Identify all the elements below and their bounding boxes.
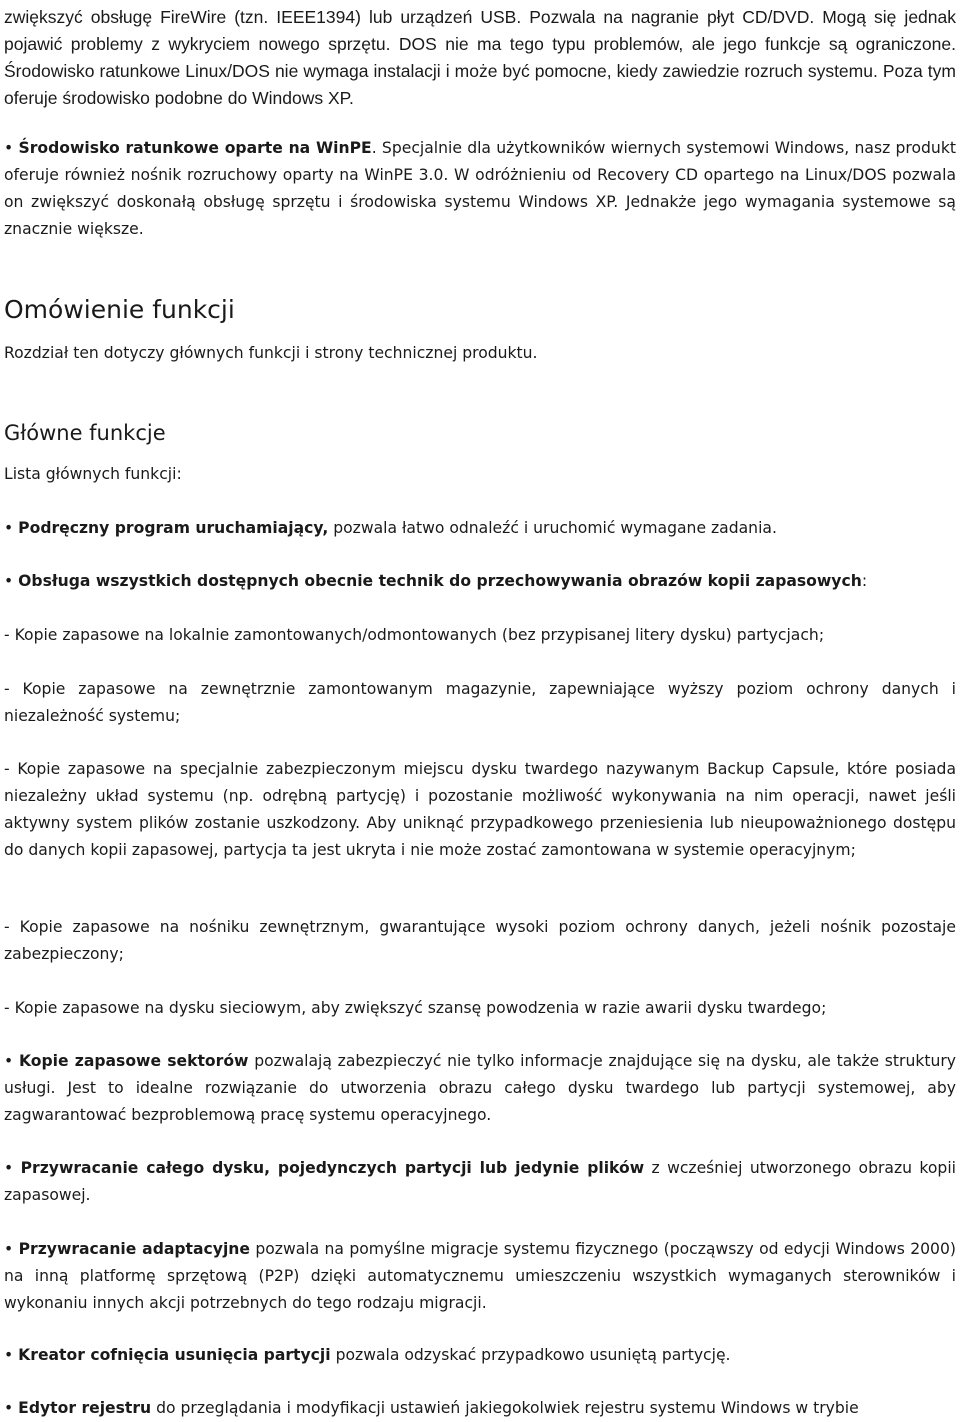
- section-subtitle: Rozdział ten dotyczy głównych funkcji i strony technicznej produktu.: [4, 344, 538, 362]
- storage-item-network: - Kopie zapasowe na dysku sieciowym, aby zwiększyć szansę powodzenia w razie awarii dysku twardego;: [4, 999, 827, 1017]
- bullet: •: [4, 1399, 14, 1417]
- storage-item-local: - Kopie zapasowe na lokalnie zamontowanych/odmontowanych (bez przypisanej litery dysku) partycjach;: [4, 626, 825, 644]
- bullet: •: [4, 572, 14, 590]
- feature-text: pozwala łatwo odnaleźć i uruchomić wymagane zadania.: [328, 519, 777, 537]
- main-heading: Główne funkcje: [4, 421, 166, 445]
- feature-storage: [4, 568, 956, 595]
- feature-bold-label: Podręczny program uruchamiający,: [18, 519, 329, 537]
- bullet: •: [4, 1159, 14, 1177]
- bullet: •: [4, 1240, 14, 1258]
- storage-item-capsule: - Kopie zapasowe na specjalnie zabezpieczonym miejscu dysku twardego nazywanym Backup Capsule, które posiada niezależny układ systemu (np. odrębną partycję) i pozostanie możliwość wykonywania na nim operacji, nawet jeśli aktywny system plików zostanie uszkodzony. Aby uniknąć przypadkowego przeniesienia lub nieupoważnionego dostępu do danych kopii zapasowej, partycja ta jest ukryta i nie może zostać zamontowana w systemie operacyjnym;: [4, 760, 956, 859]
- bullet: •: [4, 519, 14, 537]
- feature-text: do przeglądania i modyfikacji ustawień jakiegokolwiek rejestru systemu Windows w trybie: [151, 1399, 859, 1417]
- feature-adaptive-restore: [4, 1236, 956, 1317]
- winpe-paragraph: [4, 135, 956, 243]
- main-intro: Lista głównych funkcji:: [4, 465, 182, 483]
- bullet: •: [4, 139, 14, 157]
- feature-text: z wcześniej utworzonego obrazu kopii zapasowej.: [4, 1159, 956, 1204]
- feature-bold-label: Kreator cofnięcia usunięcia partycji: [18, 1346, 331, 1364]
- feature-text: pozwala na pomyślne migracje systemu fizycznego (począwszy od edycji Windows 2000) na inną platformę sprzętową (P2P) dzięki automatycznemu umieszczeniu wszystkich wymaganych sterowników i wykonaniu innych akcji potrzebnych do tego rodzaju migracji.: [4, 1240, 956, 1312]
- feature-bold-label: Obsługa wszystkich dostępnych obecnie technik do przechowywania obrazów kopii zapasowych: [18, 572, 862, 590]
- winpe-text: . Specjalnie dla użytkowników wiernych systemowi Windows, nasz produkt oferuje również nośnik rozruchowy oparty na WinPE 3.0. W odróżnieniu od Recovery CD opartego na Linux/DOS pozwala on zwiększyć doskonałą obsługę sprzętu i środowiska systemu Windows XP. Jednakże jego wymagania systemowe są znacznie większe.: [4, 139, 956, 238]
- storage-item-external: - Kopie zapasowe na zewnętrznie zamontowanym magazynie, zapewniające wyższy poziom ochrony danych i niezależność systemu;: [4, 680, 956, 725]
- feature-sector-backup: [4, 1048, 956, 1129]
- feature-bold-label: Przywracanie całego dysku, pojedynczych partycji lub jedynie plików: [20, 1159, 645, 1177]
- feature-bold-label: Kopie zapasowe sektorów: [18, 1052, 249, 1070]
- winpe-bold-label: Środowisko ratunkowe oparte na WinPE: [18, 139, 372, 157]
- bullet: •: [4, 1346, 14, 1364]
- feature-undelete-partition: [4, 1342, 956, 1369]
- feature-launcher: [4, 515, 956, 542]
- feature-text: pozwala odzyskać przypadkowo usuniętą partycję.: [330, 1346, 731, 1364]
- section-heading: Omówienie funkcji: [4, 295, 235, 324]
- feature-registry-editor: [4, 1395, 956, 1422]
- feature-bold-label: Edytor rejestru: [18, 1399, 152, 1417]
- bullet: •: [4, 1052, 14, 1070]
- intro-paragraph: zwiększyć obsługę FireWire (tzn. IEEE1394) lub urządzeń USB. Pozwala na nagranie płyt CD/DVD. Mogą się jednak pojawić problemy z wykryciem nowego sprzętu. DOS nie ma tego typu problemów, ale jego funkcje są ograniczone. Środowisko ratunkowe Linux/DOS nie wymaga instalacji i może być pomocne, kiedy zawiedzie rozruch systemu. Poza tym oferuje środowisko podobne do Windows XP.: [4, 7, 956, 108]
- storage-item-removable: - Kopie zapasowe na nośniku zewnętrznym, gwarantujące wysoki poziom ochrony danych, jeżeli nośnik pozostaje zabezpieczony;: [4, 918, 956, 963]
- feature-bold-label: Przywracanie adaptacyjne: [18, 1240, 250, 1258]
- feature-text: :: [861, 572, 868, 590]
- feature-restore: [4, 1155, 956, 1209]
- feature-text: pozwalają zabezpieczyć nie tylko informacje znajdujące się na dysku, ale także struktury usługi. Jest to idealne rozwiązanie do utworzenia obrazu całego dysku twardego lub partycji systemowej, aby zagwarantować bezproblemową pracę systemu operacyjnego.: [4, 1052, 956, 1124]
